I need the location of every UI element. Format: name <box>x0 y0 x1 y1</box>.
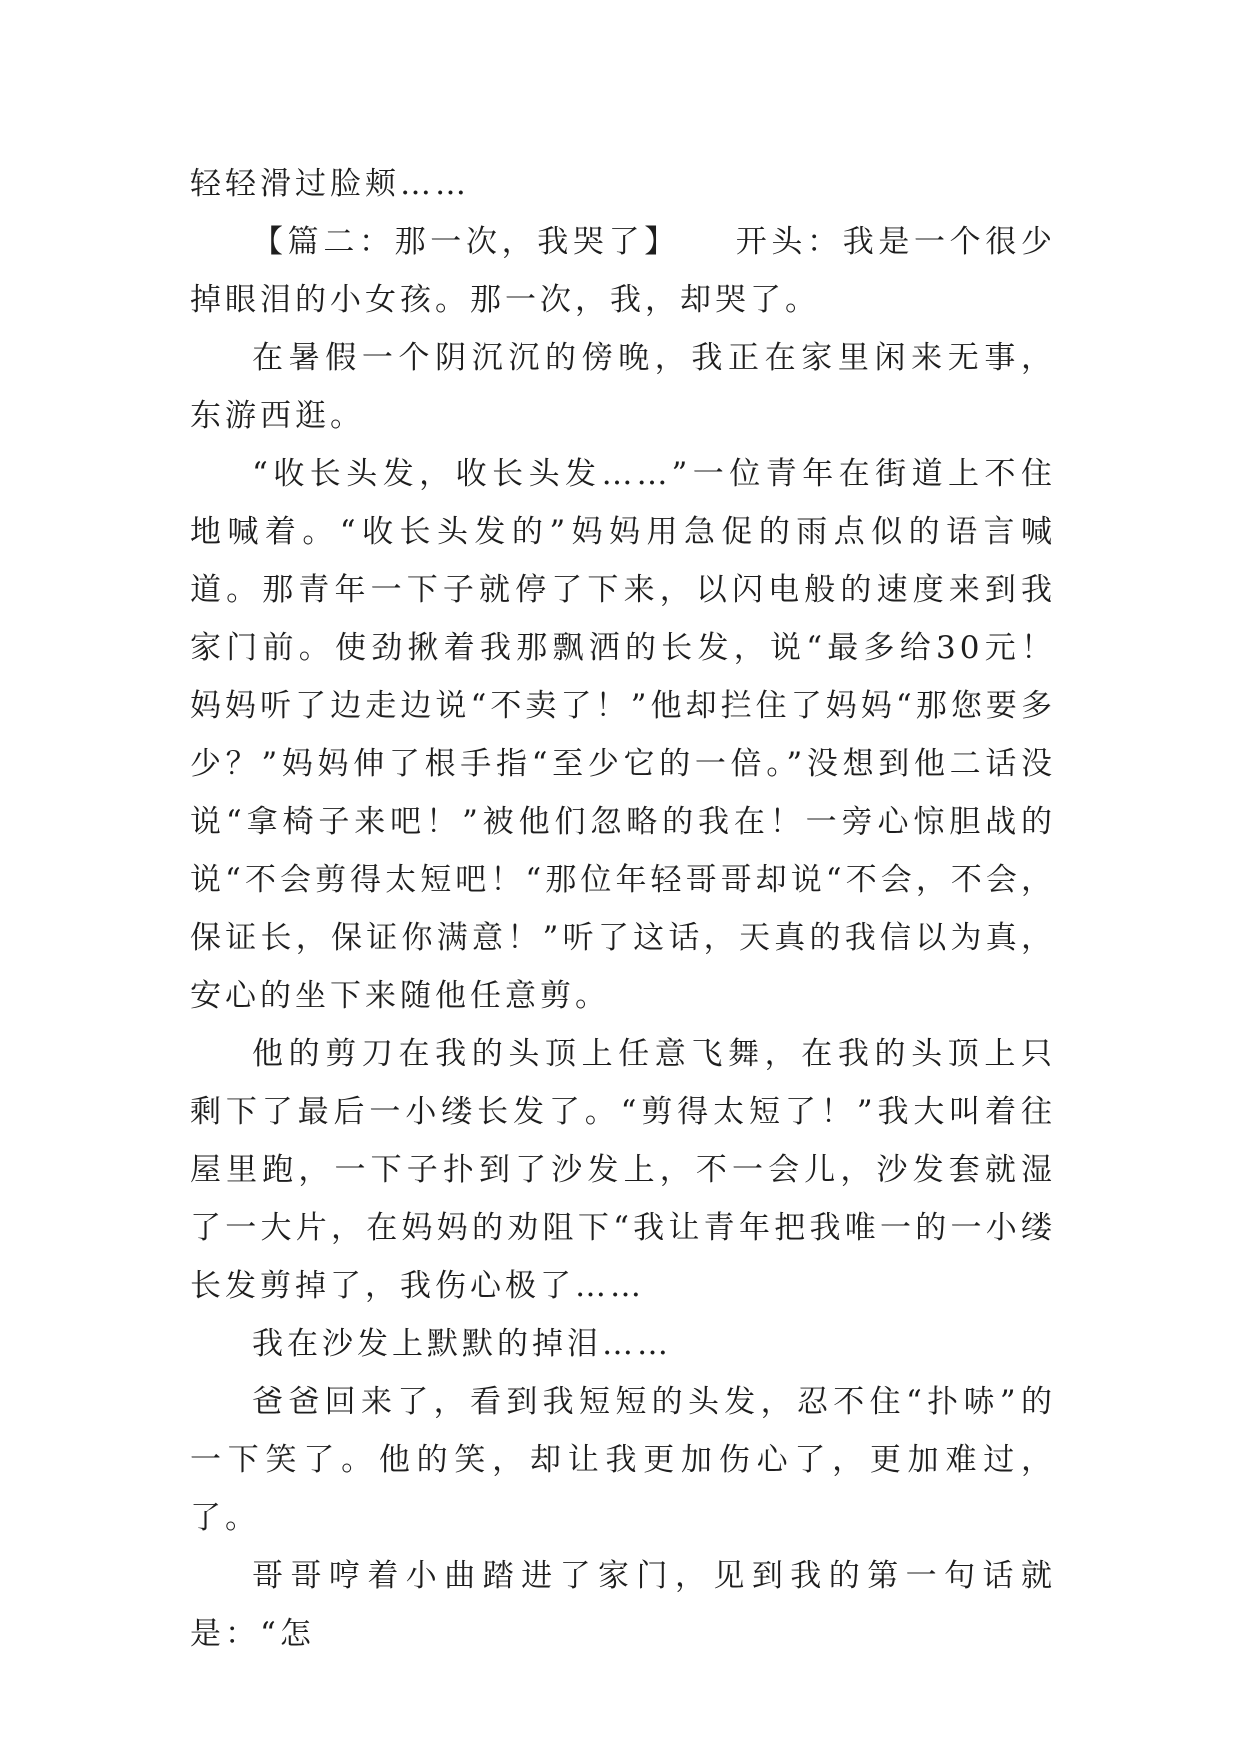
paragraph: 爸爸回来了，看到我短短的头发，忍不住“扑哧”的一下笑了。他的笑，却让我更加伤心了，更加难过，了。 <box>190 1384 1056 1536</box>
body-text <box>190 155 1056 1663</box>
paragraph: 在暑假一个阴沉沉的傍晚，我正在家里闲来无事，东游西逛。 <box>190 340 1056 434</box>
paragraph: 他的剪刀在我的头顶上任意飞舞，在我的头顶上只剩下了最后一小缕长发了。“剪得太短了！”我大叫着往屋里跑，一下子扑到了沙发上，不一会儿，沙发套就湿了一大片，在妈妈的劝阻下“我让青年把我唯一的一小缕长发剪掉了，我伤心极了…… <box>190 1036 1056 1304</box>
paragraph: 我在沙发上默默的掉泪…… <box>252 1326 672 1362</box>
paragraph: 哥哥哼着小曲踏进了家门，见到我的第一句话就是：“怎 <box>190 1558 1056 1652</box>
paragraph-continuation: 轻轻滑过脸颊…… <box>190 166 470 202</box>
paragraph: “收长头发，收长头发……”一位青年在街道上不住地喊着。“收长头发的”妈妈用急促的雨点似的语言喊道。那青年一下子就停了下来，以闪电般的速度来到我家门前。使劲揪着我那飘洒的长发，说“最多给30元！妈妈听了边走边说“不卖了！”他却拦住了妈妈“那您要多少？”妈妈伸了根手指“至少它的一倍。”没想到他二话没说“拿椅子来吧！”被他们忽略的我在！一旁心惊胆战的说“不会剪得太短吧！“那位年轻哥哥却说“不会，不会，保证长，保证你满意！”听了这话，天真的我信以为真，安心的坐下来随他任意剪。 <box>190 456 1056 1014</box>
paragraph-section-heading: 【篇二：那一次，我哭了】 开头：我是一个很少掉眼泪的小女孩。那一次，我，却哭了。 <box>190 224 1056 318</box>
